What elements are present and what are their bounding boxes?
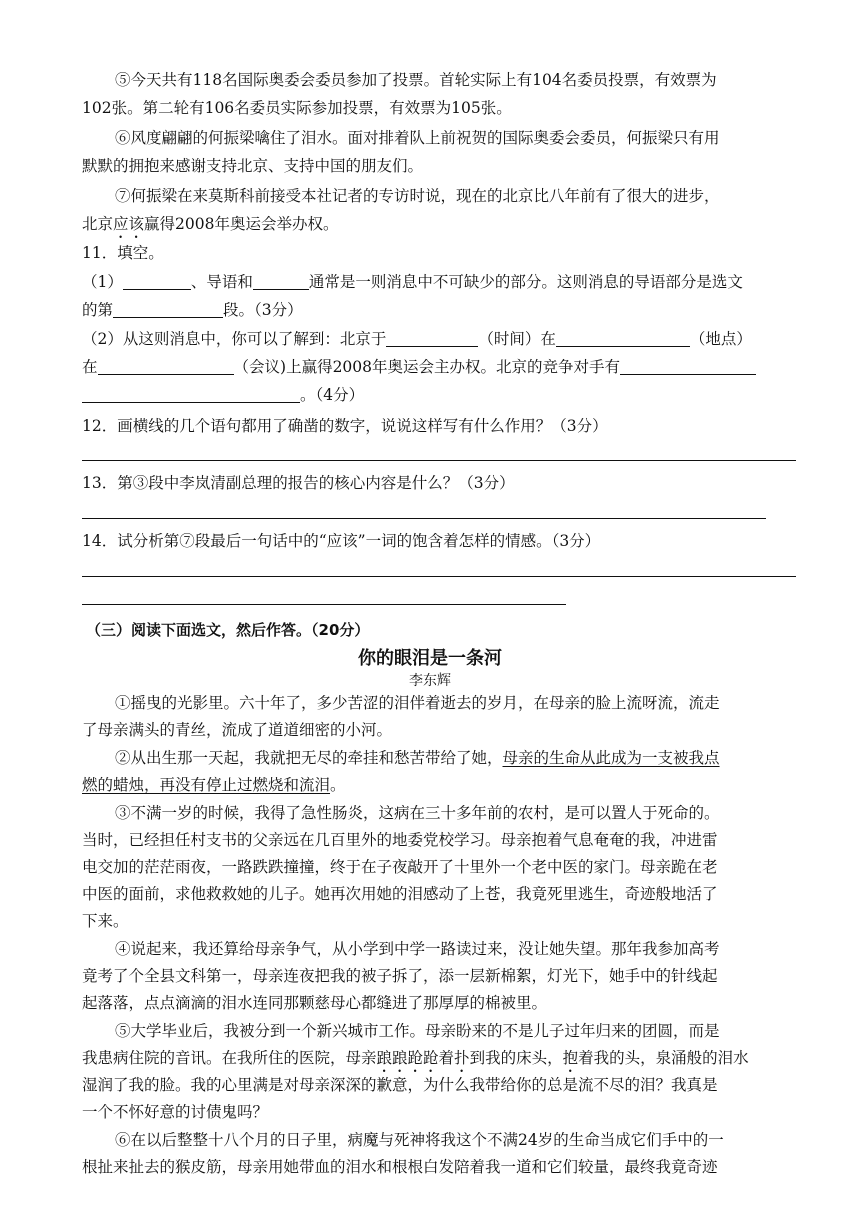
- q11-1-text-b: 、导语和: [190, 273, 253, 291]
- passage2-p5-line2: 102张。第二轮有106名委员实际参加投票，有效票为105张。: [82, 99, 512, 117]
- q11-1-text-c: 通常是一则消息中不可缺少的部分。这则消息的导语部分是选文: [308, 273, 743, 291]
- q11-1-blank-a[interactable]: [123, 273, 191, 290]
- q12-text: 12．画横线的几个语句都用了确凿的数字，说说这样写有什么作用？（3分）: [82, 417, 608, 435]
- q11-2-line3: [82, 385, 798, 405]
- essay-p5-seg1: 我患病住院的音讯。在我所住的医院，母亲: [82, 1049, 377, 1067]
- q11-1-text-e: 段。（3分）: [223, 301, 303, 319]
- q11-2-text-d: 在: [82, 358, 98, 376]
- p7-post: 赢得2008年奥运会举办权。: [144, 215, 339, 233]
- essay-p1-line1: ①摇曳的光影里。六十年了，多少苦涩的泪伴着逝去的岁月，在母亲的脸上流呀流，流走: [115, 694, 720, 712]
- q11-2-blank-rivals-cont[interactable]: [82, 386, 300, 403]
- essay-p5-emph-bao: 抱: [562, 1049, 579, 1067]
- essay-p4-line3: 起落落，点点滴滴的泪水连同那颗慈母心都缝进了那厚厚的棉被里。: [82, 994, 548, 1012]
- q11-2-line1: [82, 329, 798, 349]
- essay-p5-emph-lianglang: 踉踉跄跄: [376, 1049, 439, 1067]
- essay-p3-line4: 中医的面前，求他救救她的儿子。她再次用她的泪感动了上苍，我竟死里逃生，奇迹般地活了: [82, 885, 718, 903]
- q11-2-text-f: 。（4分）: [300, 386, 365, 404]
- q14-answer-line-1[interactable]: [82, 576, 796, 577]
- q11-2-text-b: （时间）在: [478, 330, 556, 348]
- essay-p4-line2: 竟考了个全县文科第一，母亲连夜把我的被子拆了，添一层新棉絮，灯光下，她手中的针线起: [82, 967, 718, 985]
- essay-title: 你的眼泪是一条河: [358, 648, 502, 669]
- q11-2-blank-time[interactable]: [386, 330, 478, 347]
- essay-p2-line1: [115, 748, 798, 768]
- p7-emphasis-yinggai: 应该: [113, 215, 145, 233]
- essay-p2-underlined-a: 母亲的生命从此成为一支被我点: [502, 749, 720, 767]
- essay-p5-seg3: 到我的床头，: [469, 1049, 563, 1067]
- q11-2-text-e: （会议)上赢得2008年奥运会主办权。北京的竞争对手有: [233, 358, 621, 376]
- essay-author: 李东辉: [409, 673, 451, 689]
- essay-p5-line4: 一个不怀好意的讨债鬼吗？: [82, 1103, 269, 1121]
- q13-answer-line[interactable]: [82, 518, 766, 519]
- q11-1-label: （1）: [82, 273, 123, 291]
- p7-pre: 北京: [82, 215, 114, 233]
- passage2-p7-line2: [82, 214, 798, 242]
- q14-text: 14．试分析第⑦段最后一句话中的“应该”一词的饱含着怎样的情感。（3分）: [82, 532, 601, 550]
- q12-answer-line[interactable]: [82, 460, 796, 461]
- essay-p5-seg2: 着: [438, 1049, 455, 1067]
- q11-1-blank-c[interactable]: [113, 301, 223, 318]
- q11-2-text-a: （2）从这则消息中，你可以了解到：北京于: [82, 330, 387, 348]
- q11-2-text-c: （地点）: [689, 330, 752, 348]
- q11-2-blank-place[interactable]: [556, 330, 690, 347]
- essay-p2-pre: ②从出生那一天起，我就把无尽的牵挂和愁苦带给了她，: [115, 749, 503, 767]
- section3-heading: （三）阅读下面选文，然后作答。（20分）: [86, 621, 370, 639]
- essay-p5-emph-pu: 扑: [454, 1049, 470, 1067]
- essay-p5-line3: 湿润了我的脸。我的心里满是对母亲深深的歉意，为什么我带给你的总是流不尽的泪？我真是: [82, 1076, 718, 1094]
- passage2-p5-line1: ⑤今天共有118名国际奥委会委员参加了投票。首轮实际上有104名委员投票，有效票为: [115, 71, 717, 89]
- essay-p5-line2: [82, 1048, 798, 1076]
- essay-p6-line2: 根扯来扯去的猴皮筋，母亲用她带血的泪水和根根白发陪着我一道和它们较量，最终我竟奇迹: [82, 1158, 718, 1176]
- q11-1-text-d: 的第: [82, 301, 114, 319]
- q14-answer-line-2[interactable]: [82, 604, 566, 605]
- essay-p5-line1: ⑤大学毕业后，我被分到一个新兴城市工作。母亲盼来的不是儿子过年归来的团圆，而是: [115, 1022, 720, 1040]
- q11-2-blank-meeting[interactable]: [98, 358, 234, 375]
- essay-p6-line1: ⑥在以后整整十八个月的日子里，病魔与死神将我这个不满24岁的生命当成它们手中的一: [115, 1131, 724, 1149]
- q11-2-blank-rivals[interactable]: [620, 358, 756, 375]
- essay-p5-seg4: 着我的头，泉涌般的泪水: [578, 1049, 749, 1067]
- essay-p2-post: 。: [330, 776, 346, 794]
- essay-p3-line2: 当时，已经担任村支书的父亲远在几百里外的地委党校学习。母亲抱着气息奄奄的我，冲进雷: [82, 831, 718, 849]
- essay-p4-line1: ④说起来，我还算给母亲争气，从小学到中学一路读过来，没让她失望。那年我参加高考: [115, 940, 720, 958]
- essay-p3-line3: 电交加的茫茫雨夜，一路跌跌撞撞，终于在子夜敲开了十里外一个老中医的家门。母亲跪在老: [82, 858, 718, 876]
- essay-p2-line2: [82, 775, 798, 795]
- q11-1-line1: [82, 272, 798, 292]
- essay-p3-line1: ③不满一岁的时候，我得了急性肠炎，这病在三十多年前的农村，是可以置人于死命的。: [115, 804, 720, 822]
- q11-1-blank-b[interactable]: [253, 273, 309, 290]
- passage2-p6-line1: ⑥风度翩翩的何振梁噙住了泪水。面对排着队上前祝贺的国际奥委会委员，何振梁只有用: [115, 129, 720, 147]
- essay-p1-line2: 了母亲满头的青丝，流成了道道细密的小河。: [82, 721, 393, 739]
- essay-p2-underlined-b: 燃的蜡烛，再没有停止过燃烧和流泪: [82, 776, 331, 794]
- q11-heading: 11．填空。: [82, 244, 164, 262]
- q11-1-line2: [82, 300, 798, 320]
- q13-text: 13．第③段中李岚清副总理的报告的核心内容是什么？（3分）: [82, 474, 515, 492]
- passage2-p7-line1: ⑦何振梁在来莫斯科前接受本社记者的专访时说，现在的北京比八年前有了很大的进步，: [115, 187, 720, 205]
- passage2-p6-line2: 默默的拥抱来感谢支持北京、支持中国的朋友们。: [82, 157, 424, 175]
- q11-2-line2: [82, 357, 798, 377]
- essay-p3-line5: 下来。: [82, 912, 129, 930]
